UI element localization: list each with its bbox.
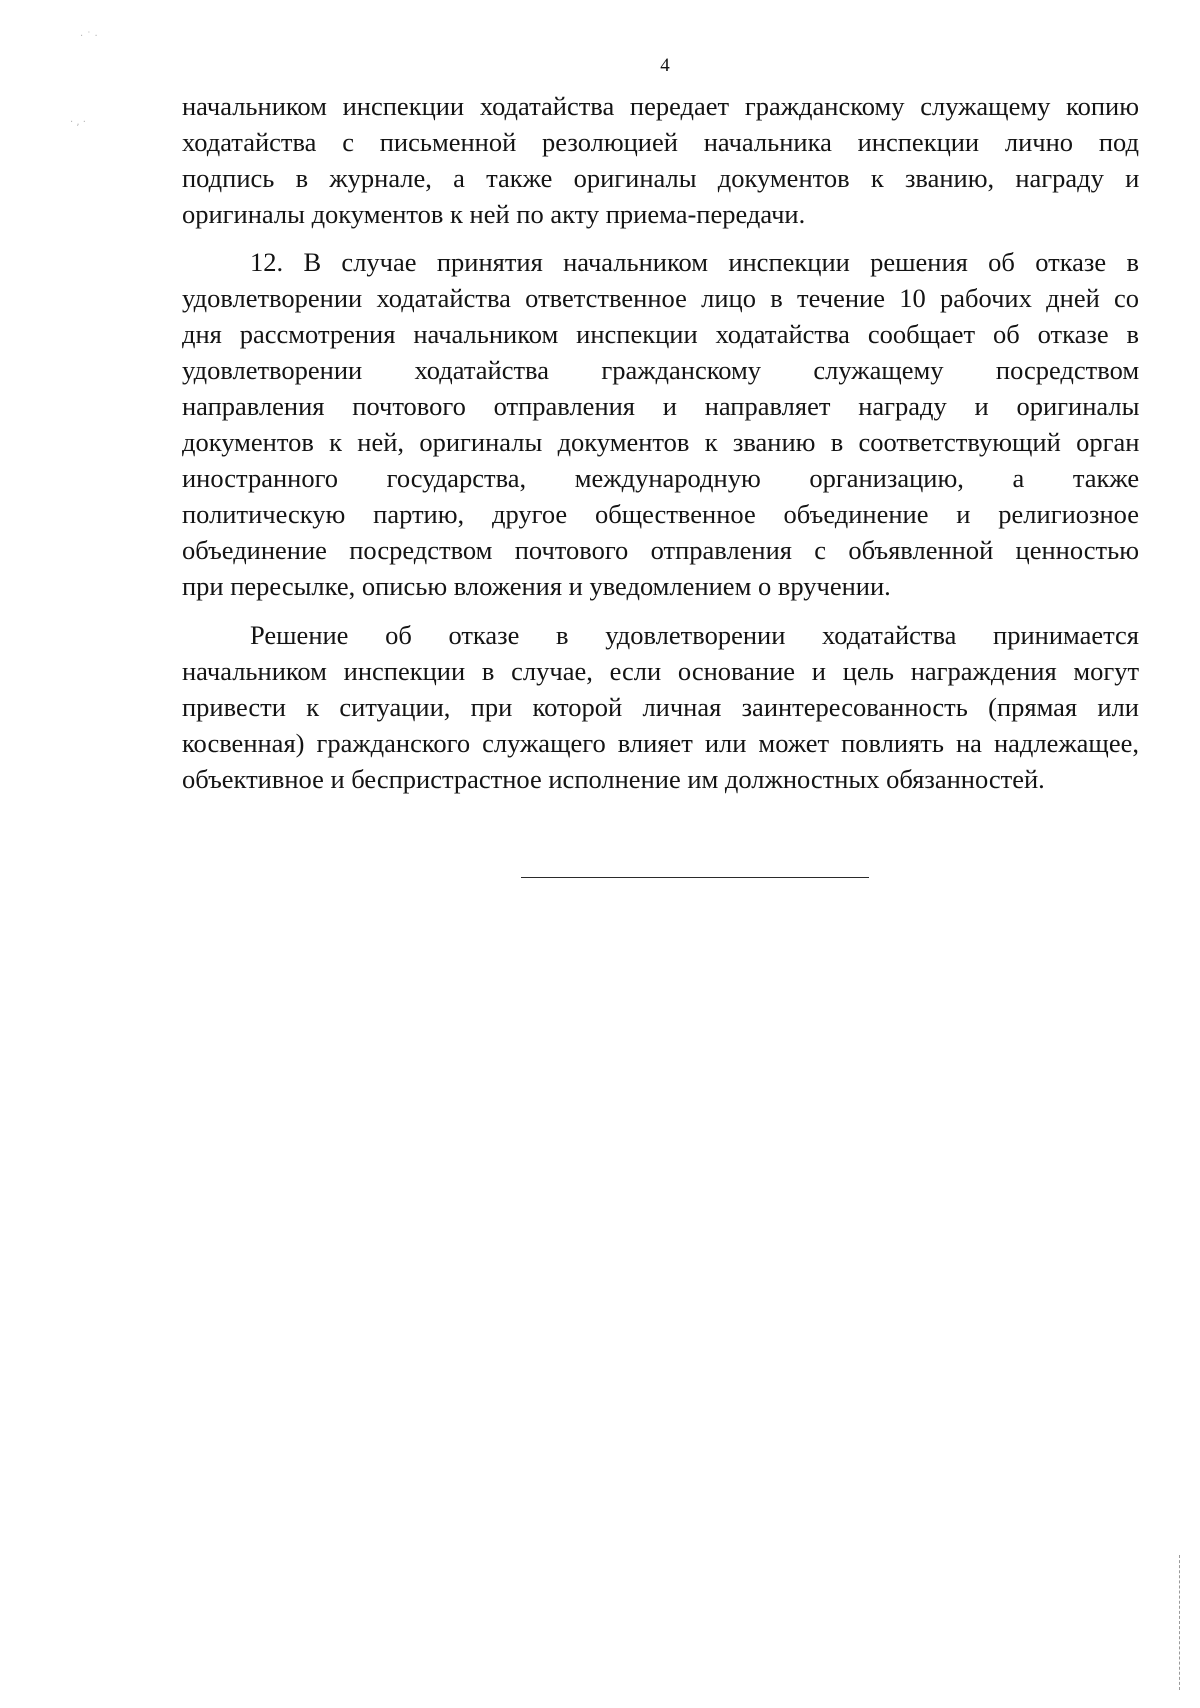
scan-edge-mark — [1179, 1555, 1180, 1690]
scan-speck: · ˙ · — [80, 31, 98, 42]
text-line: оригиналы документов к ней по акту приема-передачи. — [182, 199, 806, 229]
page-number: 4 — [660, 55, 670, 76]
scan-speck: · , · — [70, 117, 86, 128]
text-line: документов к ней, оригиналы документов к званию в соответствующий орган — [182, 427, 1140, 457]
text-line: политическую партию, другое общественное объединение и религиозное — [182, 499, 1139, 529]
text-line: начальником инспекции в случае, если основание и цель награждения могут — [182, 656, 1140, 686]
text-line: при пересылке, описью вложения и уведомлением о вручении. — [182, 571, 891, 601]
text-line: 12. В случае принятия начальником инспекции решения об отказе в — [250, 247, 1139, 277]
text-line: подпись в журнале, а также оригиналы документов к званию, награду и — [182, 163, 1140, 193]
text-line: удовлетворении ходатайства гражданскому служащему посредством — [182, 355, 1140, 385]
text-line: косвенная) гражданского служащего влияет или может повлиять на надлежащее, — [182, 728, 1139, 758]
text-line: Решение об отказе в удовлетворении ходатайства принимается — [250, 620, 1139, 650]
end-of-text-rule — [521, 877, 869, 878]
text-line: направления почтового отправления и направляет награду и оригиналы — [182, 391, 1140, 421]
text-line: начальником инспекции ходатайства передает гражданскому служащему копию — [182, 91, 1139, 121]
text-line: привести к ситуации, при которой личная заинтересованность (прямая или — [182, 692, 1139, 722]
text-line: объединение посредством почтового отправления с объявленной ценностью — [182, 535, 1139, 565]
text-line: иностранного государства, международную организацию, а также — [182, 463, 1140, 493]
paragraph-refusal-decision — [182, 617, 1139, 797]
text-line: удовлетворении ходатайства ответственное лицо в течение 10 рабочих дней со — [182, 283, 1140, 313]
text-line: ходатайства с письменной резолюцией начальника инспекции лично под — [182, 127, 1139, 157]
text-line: объективное и беспристрастное исполнение им должностных обязанностей. — [182, 764, 1045, 794]
text-line: дня рассмотрения начальником инспекции ходатайства сообщает об отказе в — [182, 319, 1139, 349]
paragraph-item-12 — [182, 244, 1139, 604]
paragraph-continuation — [182, 88, 1139, 232]
